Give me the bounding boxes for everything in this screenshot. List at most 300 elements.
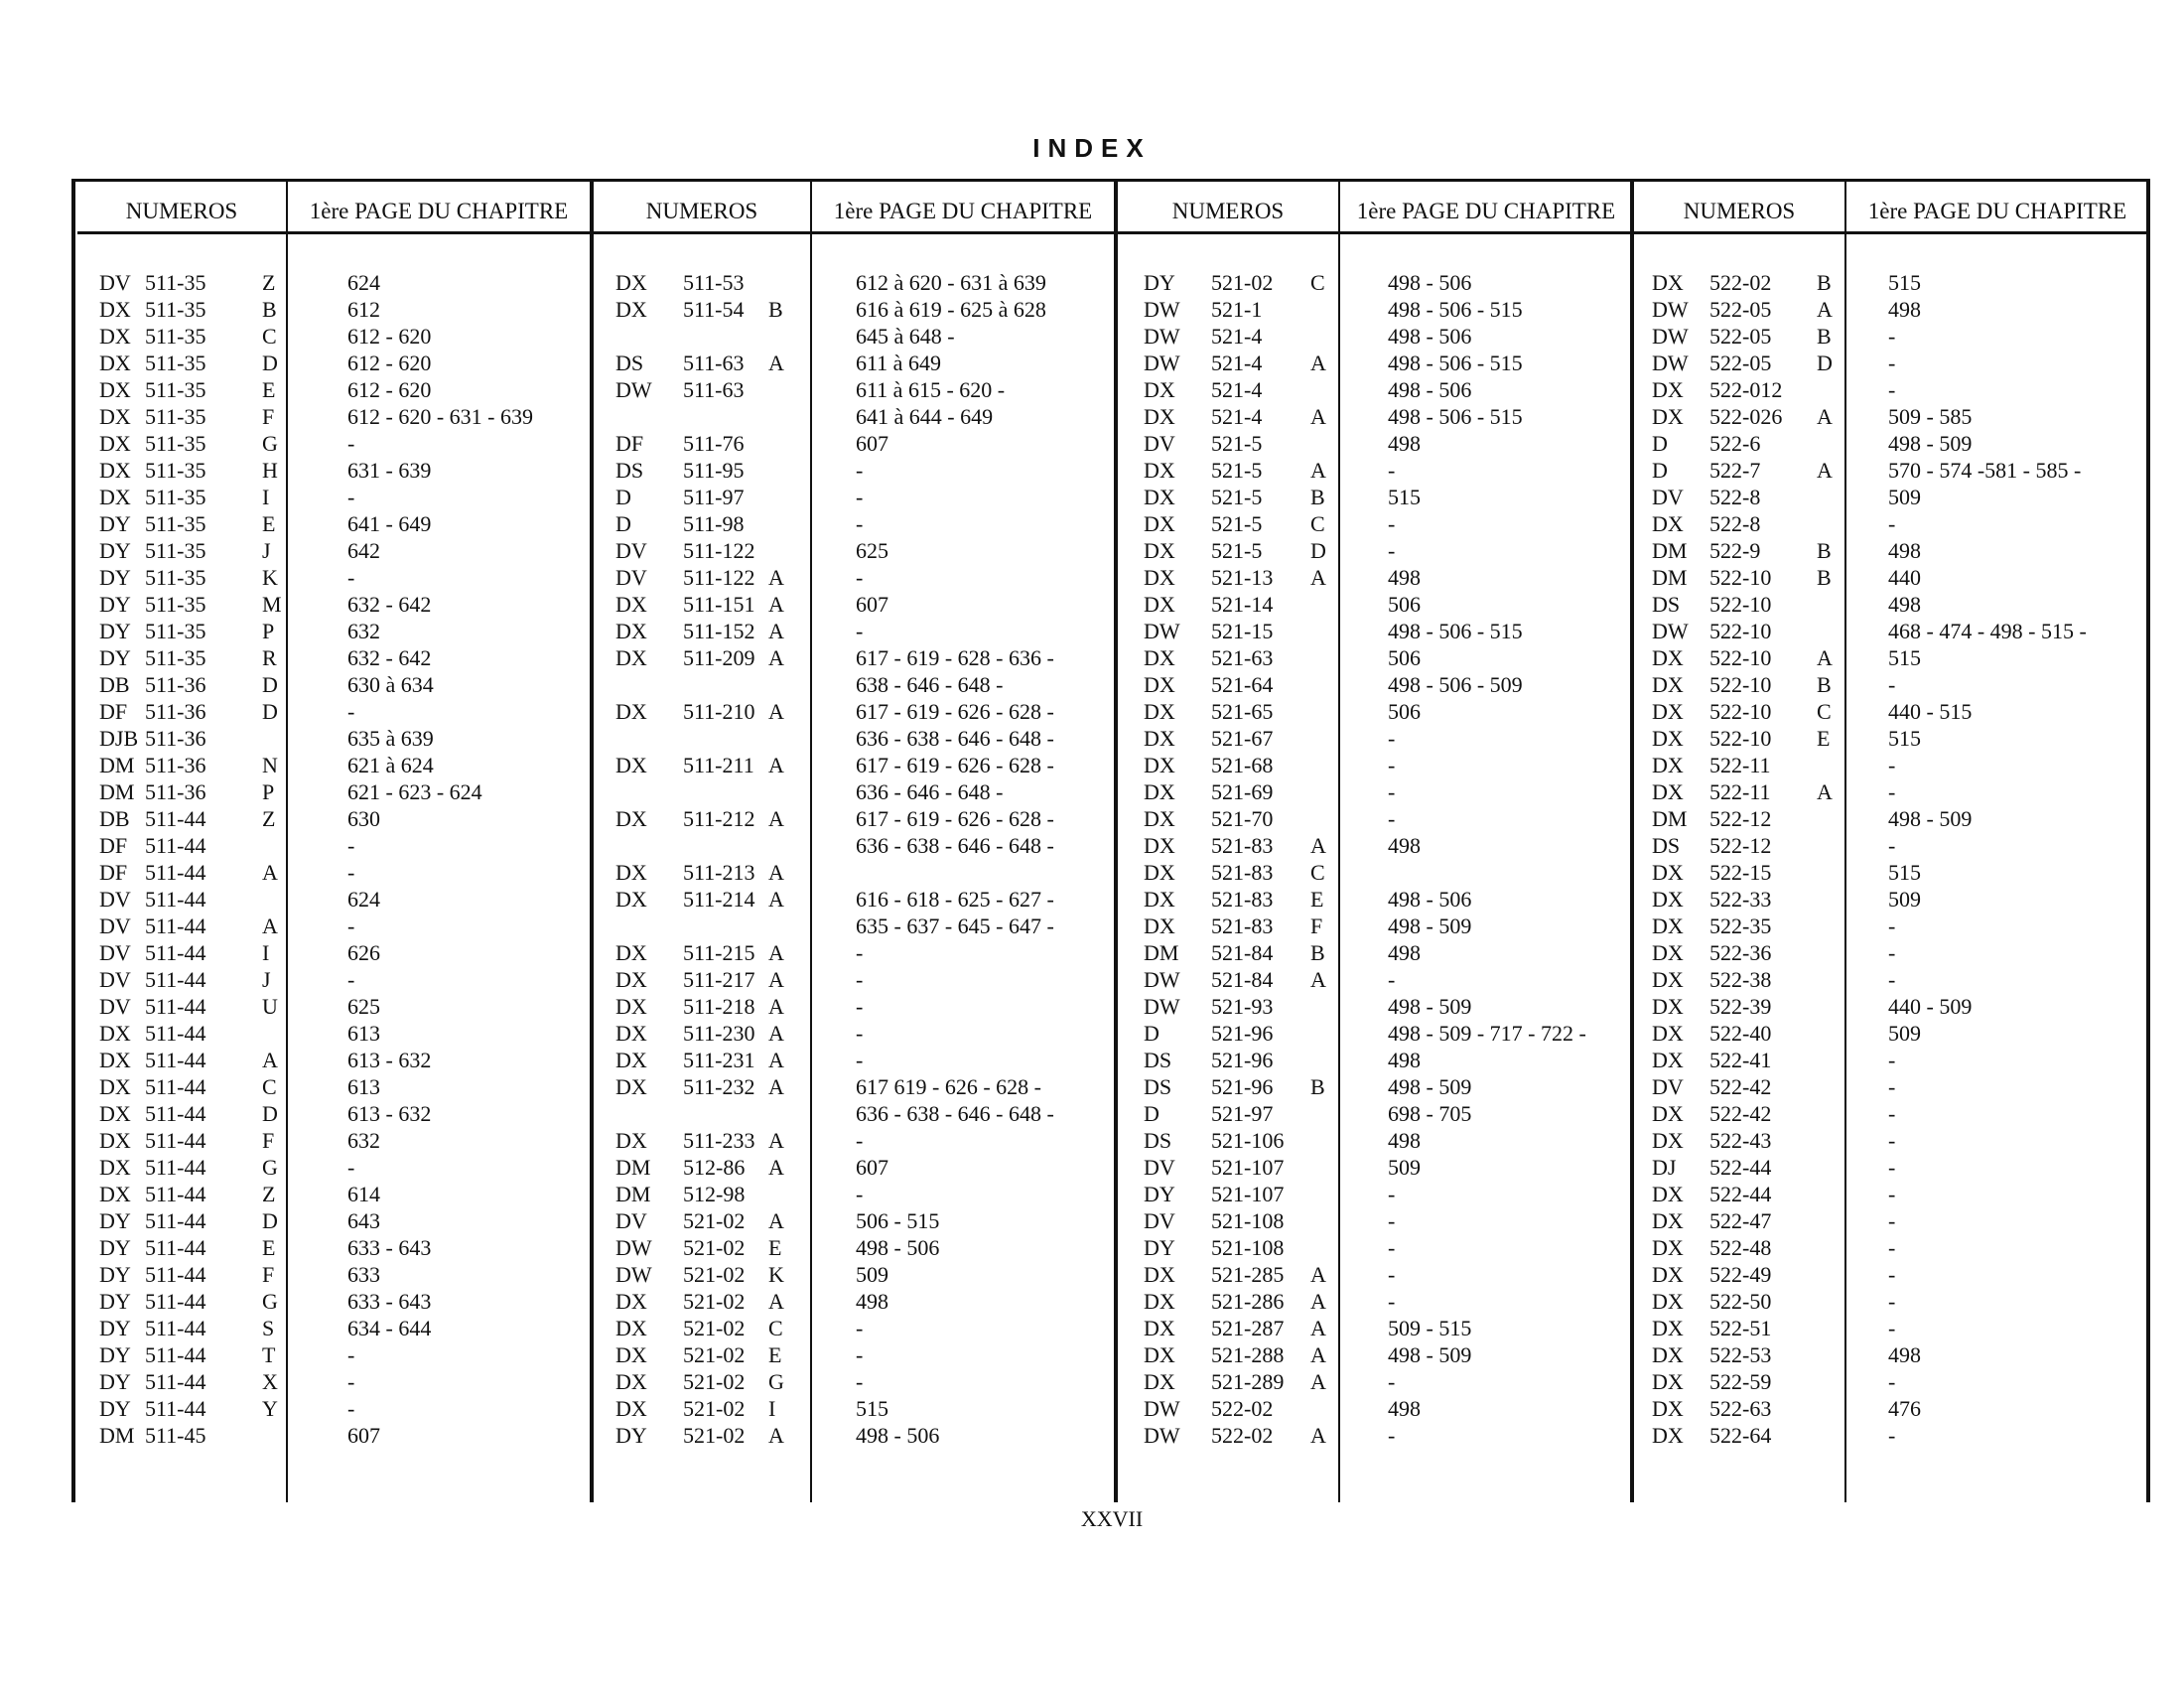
chapter-pages: - xyxy=(1388,1182,1396,1206)
chapter-pages: 617 - 619 - 626 - 628 - xyxy=(856,699,1054,724)
part-number: 521-02 xyxy=(683,1342,746,1367)
prefix-code: DF xyxy=(99,860,128,885)
prefix-code: DW xyxy=(1652,297,1689,322)
chapter-pages: - xyxy=(1888,1262,1896,1287)
suffix-letter: E xyxy=(262,511,276,536)
chapter-pages: 612 - 620 xyxy=(347,351,432,375)
prefix-code: DY xyxy=(99,1369,131,1394)
chapter-pages: 641 à 644 - 649 xyxy=(856,404,994,429)
chapter-pages: 498 xyxy=(1888,592,1921,617)
chapter-pages: - xyxy=(1888,511,1896,536)
suffix-letter: B xyxy=(1310,940,1325,965)
prefix-code: DX xyxy=(99,377,131,402)
chapter-pages: - xyxy=(1888,753,1896,777)
prefix-code: DV xyxy=(1144,1155,1175,1180)
prefix-code: DS xyxy=(1144,1128,1172,1153)
prefix-code: DW xyxy=(615,377,652,402)
suffix-letter: D xyxy=(262,699,278,724)
index-table xyxy=(71,179,2150,1502)
part-number: 511-231 xyxy=(683,1048,755,1072)
chapter-pages: 498 - 506 - 515 xyxy=(1388,619,1523,643)
part-number: 521-289 xyxy=(1211,1369,1285,1394)
chapter-pages: 498 xyxy=(1388,1128,1421,1153)
prefix-code: DV xyxy=(99,270,131,295)
chapter-pages: 515 xyxy=(1888,270,1921,295)
prefix-code: DX xyxy=(615,645,647,670)
chapter-pages: - xyxy=(856,967,864,992)
chapter-pages: 612 - 620 xyxy=(347,324,432,349)
chapter-pages: 498 - 509 xyxy=(1388,1074,1472,1099)
suffix-letter: B xyxy=(1310,485,1325,509)
prefix-code: DX xyxy=(615,619,647,643)
part-number: 511-35 xyxy=(145,565,206,590)
chapter-pages: 645 à 648 - xyxy=(856,324,955,349)
part-number: 511-44 xyxy=(145,1316,206,1340)
part-number: 522-36 xyxy=(1709,940,1772,965)
prefix-code: DW xyxy=(1144,994,1180,1019)
chapter-pages: - xyxy=(856,940,864,965)
suffix-letter: A xyxy=(1817,404,1833,429)
suffix-letter: A xyxy=(1817,779,1833,804)
chapter-pages: 509 - 515 xyxy=(1388,1316,1472,1340)
chapter-pages: 643 xyxy=(347,1208,380,1233)
chapter-pages: - xyxy=(1888,1208,1896,1233)
part-number: 511-213 xyxy=(683,860,755,885)
prefix-code: DS xyxy=(1652,833,1681,858)
chapter-pages: 611 à 615 - 620 - xyxy=(856,377,1006,402)
prefix-code: DX xyxy=(1144,860,1175,885)
prefix-code: DY xyxy=(1144,270,1175,295)
prefix-code: DX xyxy=(1652,1342,1684,1367)
prefix-code: DX xyxy=(1652,1289,1684,1314)
chapter-pages: 506 xyxy=(1388,645,1421,670)
part-number: 522-51 xyxy=(1709,1316,1772,1340)
chapter-pages: - xyxy=(1888,1316,1896,1340)
chapter-pages: - xyxy=(1888,1128,1896,1153)
chapter-pages: 468 - 474 - 498 - 515 - xyxy=(1888,619,2087,643)
prefix-code: DV xyxy=(1652,1074,1684,1099)
prefix-code: D xyxy=(1144,1021,1160,1046)
chapter-pages: - xyxy=(856,458,864,483)
suffix-letter: D xyxy=(1817,351,1833,375)
suffix-letter: P xyxy=(262,619,275,643)
suffix-letter: A xyxy=(262,1048,278,1072)
part-number: 511-35 xyxy=(145,351,206,375)
prefix-code: DX xyxy=(1652,914,1684,938)
prefix-code: DX xyxy=(99,1021,131,1046)
part-number: 522-42 xyxy=(1709,1101,1772,1126)
suffix-letter: B xyxy=(1817,324,1832,349)
prefix-code: DM xyxy=(99,753,135,777)
prefix-code: DF xyxy=(99,833,128,858)
prefix-code: DX xyxy=(99,485,131,509)
suffix-letter: A xyxy=(1310,1342,1326,1367)
chapter-pages: - xyxy=(347,485,355,509)
prefix-code: DW xyxy=(615,1235,652,1260)
chapter-pages: 617 - 619 - 626 - 628 - xyxy=(856,753,1054,777)
chapter-pages: 515 xyxy=(1888,860,1921,885)
chapter-pages: - xyxy=(347,1369,355,1394)
prefix-code: DX xyxy=(615,753,647,777)
part-number: 511-44 xyxy=(145,1208,206,1233)
chapter-pages: - xyxy=(1388,458,1396,483)
prefix-code: DX xyxy=(1652,511,1684,536)
prefix-code: DX xyxy=(1652,1235,1684,1260)
part-number: 521-02 xyxy=(683,1396,746,1421)
suffix-letter: I xyxy=(768,1396,776,1421)
chapter-pages: - xyxy=(1388,753,1396,777)
prefix-code: DW xyxy=(1652,324,1689,349)
suffix-letter: Z xyxy=(262,270,276,295)
chapter-pages: - xyxy=(1888,351,1896,375)
part-number: 521-02 xyxy=(683,1208,746,1233)
part-number: 522-40 xyxy=(1709,1021,1772,1046)
part-number: 511-76 xyxy=(683,431,745,456)
part-number: 521-5 xyxy=(1211,538,1263,563)
part-number: 522-05 xyxy=(1709,351,1772,375)
suffix-letter: H xyxy=(262,458,278,483)
chapter-pages: 498 - 509 xyxy=(1888,806,1973,831)
suffix-letter: A xyxy=(1310,1289,1326,1314)
chapter-pages: - xyxy=(856,1316,864,1340)
part-number: 522-44 xyxy=(1709,1155,1772,1180)
prefix-code: DX xyxy=(1144,538,1175,563)
prefix-code: DX xyxy=(1144,458,1175,483)
suffix-letter: A xyxy=(1310,1316,1326,1340)
suffix-letter: C xyxy=(1310,860,1325,885)
suffix-letter: A xyxy=(1310,1262,1326,1287)
part-number: 511-218 xyxy=(683,994,755,1019)
chapter-pages: 509 xyxy=(1888,887,1921,912)
prefix-code: DX xyxy=(1652,753,1684,777)
prefix-code: DS xyxy=(615,458,644,483)
part-number: 511-36 xyxy=(145,753,206,777)
prefix-code: DX xyxy=(99,431,131,456)
suffix-letter: A xyxy=(262,914,278,938)
part-number: 511-44 xyxy=(145,1074,206,1099)
chapter-pages: 633 xyxy=(347,1262,380,1287)
chapter-pages: - xyxy=(856,565,864,590)
prefix-code: DV xyxy=(615,565,647,590)
suffix-letter: Z xyxy=(262,1182,276,1206)
prefix-code: DF xyxy=(99,699,128,724)
suffix-letter: G xyxy=(262,431,278,456)
chapter-pages: 440 - 509 xyxy=(1888,994,1973,1019)
part-number: 521-02 xyxy=(1211,270,1274,295)
part-number: 511-44 xyxy=(145,1101,206,1126)
part-number: 521-5 xyxy=(1211,511,1263,536)
chapter-pages: - xyxy=(347,1342,355,1367)
chapter-pages: 636 - 646 - 648 - xyxy=(856,779,1004,804)
chapter-pages: 624 xyxy=(347,270,380,295)
chapter-pages: 498 xyxy=(1888,297,1921,322)
prefix-code: DX xyxy=(615,1316,647,1340)
suffix-letter: A xyxy=(1310,967,1326,992)
chapter-pages: 614 xyxy=(347,1182,380,1206)
suffix-letter: E xyxy=(1310,887,1324,912)
column-divider xyxy=(810,182,812,1502)
part-number: 522-10 xyxy=(1709,592,1772,617)
suffix-letter: A xyxy=(1817,458,1833,483)
chapter-pages: 498 xyxy=(1388,833,1421,858)
part-number: 521-287 xyxy=(1211,1316,1285,1340)
part-number: 522-8 xyxy=(1709,485,1761,509)
part-number: 521-5 xyxy=(1211,485,1263,509)
part-number: 522-02 xyxy=(1211,1396,1274,1421)
suffix-letter: I xyxy=(262,940,270,965)
prefix-code: DS xyxy=(1144,1048,1172,1072)
chapter-pages: - xyxy=(1888,1182,1896,1206)
prefix-code: DX xyxy=(1144,779,1175,804)
prefix-code: DX xyxy=(1652,1208,1684,1233)
prefix-code: DX xyxy=(615,967,647,992)
prefix-code: DX xyxy=(99,404,131,429)
chapter-pages: - xyxy=(1388,967,1396,992)
part-number: 511-97 xyxy=(683,485,745,509)
prefix-code: DX xyxy=(615,297,647,322)
part-number: 521-285 xyxy=(1211,1262,1285,1287)
suffix-letter: C xyxy=(1817,699,1832,724)
prefix-code: DX xyxy=(99,1182,131,1206)
prefix-code: DX xyxy=(1144,485,1175,509)
chapter-pages: 498 - 506 xyxy=(856,1423,940,1448)
suffix-letter: Y xyxy=(262,1396,278,1421)
part-number: 511-63 xyxy=(683,377,745,402)
prefix-code: DY xyxy=(99,1208,131,1233)
part-number: 511-44 xyxy=(145,806,206,831)
suffix-letter: A xyxy=(768,699,784,724)
header-page: 1ère PAGE DU CHAPITRE xyxy=(833,199,1093,223)
chapter-pages: 607 xyxy=(856,431,888,456)
suffix-letter: B xyxy=(1817,565,1832,590)
prefix-code: DM xyxy=(1652,565,1688,590)
prefix-code: DX xyxy=(1144,672,1175,697)
prefix-code: DX xyxy=(1652,645,1684,670)
part-number: 522-05 xyxy=(1709,324,1772,349)
part-number: 511-35 xyxy=(145,538,206,563)
prefix-code: DX xyxy=(1144,592,1175,617)
chapter-pages: 506 - 515 xyxy=(856,1208,940,1233)
chapter-pages: - xyxy=(1388,538,1396,563)
chapter-pages: 515 xyxy=(856,1396,888,1421)
chapter-pages: - xyxy=(1888,672,1896,697)
chapter-pages: 641 - 649 xyxy=(347,511,432,536)
chapter-pages: - xyxy=(347,699,355,724)
chapter-pages: - xyxy=(856,994,864,1019)
prefix-code: DX xyxy=(1652,967,1684,992)
chapter-pages: 498 - 506 xyxy=(1388,377,1472,402)
chapter-pages: 498 - 506 - 515 xyxy=(1388,351,1523,375)
part-number: 511-44 xyxy=(145,914,206,938)
chapter-pages: 612 - 620 - 631 - 639 xyxy=(347,404,533,429)
part-number: 521-286 xyxy=(1211,1289,1285,1314)
part-number: 511-45 xyxy=(145,1423,206,1448)
prefix-code: DY xyxy=(99,1289,131,1314)
chapter-pages: - xyxy=(1888,779,1896,804)
chapter-pages: 621 - 623 - 624 xyxy=(347,779,482,804)
chapter-pages: 633 - 643 xyxy=(347,1235,432,1260)
part-number: 522-50 xyxy=(1709,1289,1772,1314)
prefix-code: DX xyxy=(1652,1101,1684,1126)
suffix-letter: D xyxy=(262,672,278,697)
suffix-letter: J xyxy=(262,967,271,992)
chapter-pages: - xyxy=(1888,833,1896,858)
prefix-code: DM xyxy=(1652,538,1688,563)
suffix-letter: I xyxy=(262,485,270,509)
chapter-pages: - xyxy=(347,967,355,992)
part-number: 521-4 xyxy=(1211,351,1263,375)
suffix-letter: E xyxy=(1817,726,1831,751)
suffix-letter: M xyxy=(262,592,282,617)
prefix-code: DX xyxy=(1144,511,1175,536)
suffix-letter: J xyxy=(262,538,271,563)
suffix-letter: A xyxy=(768,351,784,375)
part-number: 521-14 xyxy=(1211,592,1274,617)
prefix-code: DW xyxy=(615,1262,652,1287)
prefix-code: DY xyxy=(99,1396,131,1421)
part-number: 522-10 xyxy=(1709,699,1772,724)
suffix-letter: G xyxy=(262,1155,278,1180)
chapter-pages: 635 à 639 xyxy=(347,726,434,751)
suffix-letter: F xyxy=(262,404,275,429)
prefix-code: DX xyxy=(99,1101,131,1126)
suffix-letter: F xyxy=(1310,914,1323,938)
chapter-pages: 625 xyxy=(347,994,380,1019)
prefix-code: DJ xyxy=(1652,1155,1677,1180)
suffix-letter: S xyxy=(262,1316,275,1340)
suffix-letter: K xyxy=(262,565,278,590)
suffix-letter: C xyxy=(768,1316,783,1340)
suffix-letter: P xyxy=(262,779,275,804)
part-number: 511-122 xyxy=(683,565,755,590)
chapter-pages: 515 xyxy=(1888,645,1921,670)
chapter-pages: 498 - 509 xyxy=(1888,431,1973,456)
chapter-pages: 570 - 574 -581 - 585 - xyxy=(1888,458,2082,483)
chapter-pages: 625 xyxy=(856,538,888,563)
prefix-code: DS xyxy=(1144,1074,1172,1099)
chapter-pages: - xyxy=(856,511,864,536)
suffix-letter: D xyxy=(262,1101,278,1126)
chapter-pages: 698 - 705 xyxy=(1388,1101,1472,1126)
part-number: 511-36 xyxy=(145,779,206,804)
prefix-code: DX xyxy=(1144,1262,1175,1287)
chapter-pages: 616 à 619 - 625 à 628 xyxy=(856,297,1046,322)
prefix-code: DX xyxy=(615,1048,647,1072)
page-number: XXVII xyxy=(1080,1506,1144,1531)
part-number: 511-35 xyxy=(145,458,206,483)
part-number: 511-44 xyxy=(145,1155,206,1180)
chapter-pages: 476 xyxy=(1888,1396,1921,1421)
part-number: 521-107 xyxy=(1211,1155,1285,1180)
part-number: 511-151 xyxy=(683,592,755,617)
prefix-code: DV xyxy=(615,1208,647,1233)
group-divider xyxy=(1630,182,1634,1502)
part-number: 521-64 xyxy=(1211,672,1274,697)
chapter-pages: 632 - 642 xyxy=(347,645,432,670)
suffix-letter: C xyxy=(1310,270,1325,295)
chapter-pages: 607 xyxy=(856,1155,888,1180)
prefix-code: DX xyxy=(1144,887,1175,912)
part-number: 511-210 xyxy=(683,699,755,724)
chapter-pages: 498 - 506 xyxy=(1388,270,1472,295)
chapter-pages: 509 xyxy=(1888,485,1921,509)
suffix-letter: B xyxy=(1817,538,1832,563)
part-number: 522-9 xyxy=(1709,538,1761,563)
suffix-letter: A xyxy=(768,1021,784,1046)
part-number: 521-96 xyxy=(1211,1048,1274,1072)
chapter-pages: 440 xyxy=(1888,565,1921,590)
chapter-pages: - xyxy=(856,1342,864,1367)
chapter-pages: 498 - 506 xyxy=(1388,324,1472,349)
chapter-pages: 617 - 619 - 628 - 636 - xyxy=(856,645,1054,670)
prefix-code: DV xyxy=(99,940,131,965)
chapter-pages: 613 xyxy=(347,1074,380,1099)
chapter-pages: 509 xyxy=(856,1262,888,1287)
part-number: 511-44 xyxy=(145,887,206,912)
part-number: 521-65 xyxy=(1211,699,1274,724)
prefix-code: DM xyxy=(1652,806,1688,831)
part-number: 522-10 xyxy=(1709,565,1772,590)
group-divider xyxy=(590,182,594,1502)
suffix-letter: T xyxy=(262,1342,276,1367)
chapter-pages: 498 - 506 - 509 xyxy=(1388,672,1523,697)
part-number: 512-86 xyxy=(683,1155,746,1180)
chapter-pages: 498 xyxy=(856,1289,888,1314)
chapter-pages: 636 - 638 - 646 - 648 - xyxy=(856,833,1054,858)
chapter-pages: - xyxy=(856,1021,864,1046)
chapter-pages: 498 - 506 - 515 xyxy=(1388,297,1523,322)
prefix-code: DV xyxy=(99,994,131,1019)
part-number: 522-43 xyxy=(1709,1128,1772,1153)
prefix-code: DV xyxy=(1144,431,1175,456)
prefix-code: DX xyxy=(1144,565,1175,590)
suffix-letter: A xyxy=(768,1208,784,1233)
chapter-pages: 612 à 620 - 631 à 639 xyxy=(856,270,1046,295)
part-number: 511-35 xyxy=(145,404,206,429)
chapter-pages: - xyxy=(1888,1289,1896,1314)
prefix-code: DX xyxy=(99,458,131,483)
chapter-pages: - xyxy=(1888,1235,1896,1260)
prefix-code: DX xyxy=(615,860,647,885)
part-number: 521-83 xyxy=(1211,887,1274,912)
prefix-code: DX xyxy=(1652,1048,1684,1072)
part-number: 511-44 xyxy=(145,1396,206,1421)
chapter-pages: - xyxy=(347,1396,355,1421)
chapter-pages: 607 xyxy=(347,1423,380,1448)
part-number: 521-02 xyxy=(683,1369,746,1394)
chapter-pages: 509 xyxy=(1388,1155,1421,1180)
part-number: 521-02 xyxy=(683,1316,746,1340)
part-number: 522-10 xyxy=(1709,645,1772,670)
part-number: 521-02 xyxy=(683,1423,746,1448)
chapter-pages: 633 - 643 xyxy=(347,1289,432,1314)
part-number: 522-012 xyxy=(1709,377,1783,402)
chapter-pages: - xyxy=(1388,1423,1396,1448)
part-number: 521-84 xyxy=(1211,967,1274,992)
part-number: 522-02 xyxy=(1709,270,1772,295)
prefix-code: DX xyxy=(1144,699,1175,724)
prefix-code: DY xyxy=(99,1316,131,1340)
suffix-letter: N xyxy=(262,753,278,777)
part-number: 511-35 xyxy=(145,511,206,536)
prefix-code: D xyxy=(1652,431,1668,456)
prefix-code: DX xyxy=(615,699,647,724)
chapter-pages: 509 xyxy=(1888,1021,1921,1046)
part-number: 522-49 xyxy=(1709,1262,1772,1287)
chapter-pages: 621 à 624 xyxy=(347,753,434,777)
suffix-letter: Z xyxy=(262,806,276,831)
suffix-letter: A xyxy=(1310,404,1326,429)
